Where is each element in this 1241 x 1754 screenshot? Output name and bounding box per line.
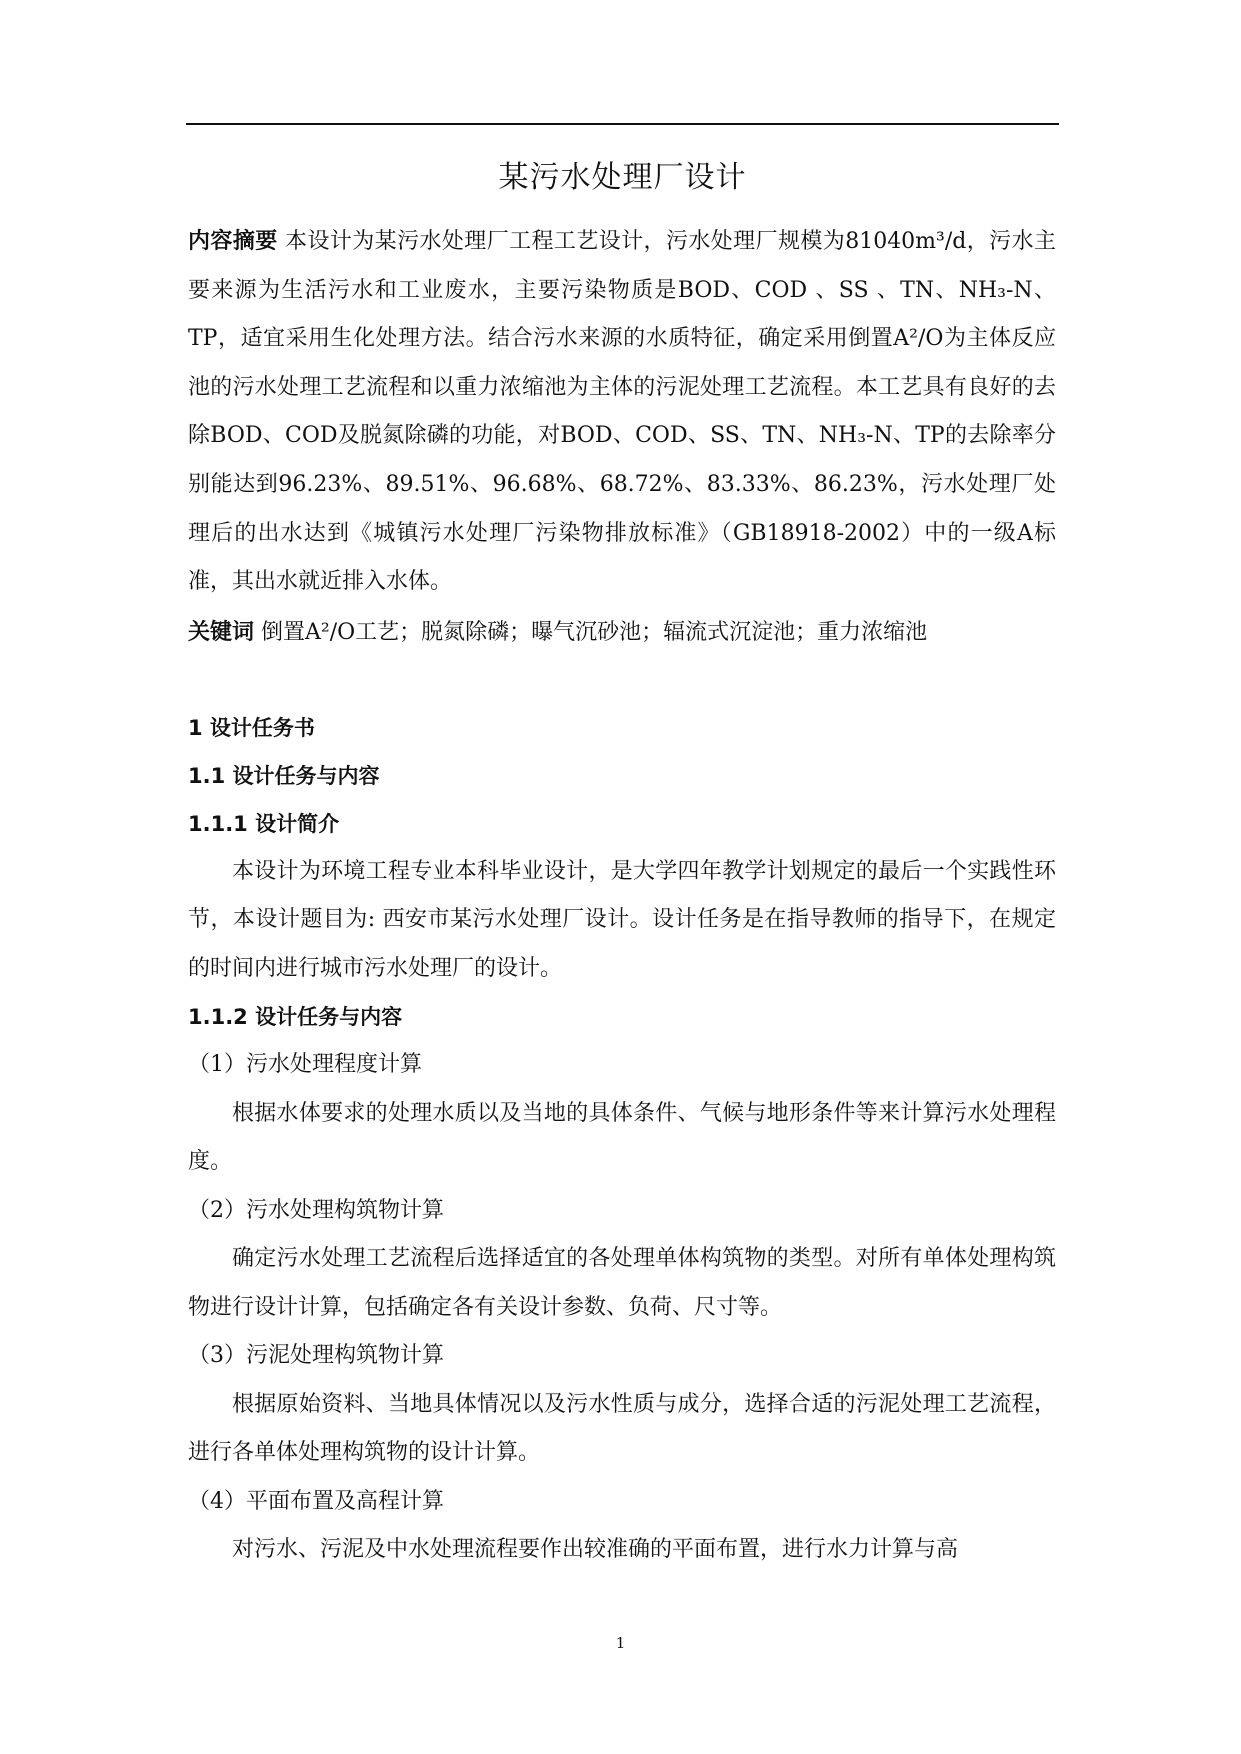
task-item-paragraph: 根据水体要求的处理水质以及当地的具体条件、气候与地形条件等来计算污水处理程度。 <box>188 1100 1056 1175</box>
section-heading-1-1: 1.1 设计任务与内容 <box>188 763 380 788</box>
section-heading-1: 1 设计任务书 <box>188 715 315 740</box>
task-item-heading: （1）污水处理程度计算 <box>188 1052 422 1078</box>
abstract-text: 本设计为某污水处理厂工程工艺设计，污水处理厂规模为81040m³/d，污水主要来源为生活污水和工业废水，主要污染物质是BOD、COD 、SS 、TN、NH₃-N、TP，适宜采用生化处理方法。结合污水来源的水质特征，确定采用倒置A²/O为主体反应池的污水处理工艺流程和以重力浓缩池为主体的污泥处理工艺流程。本工艺具有良好的去除BOD、COD及脱氮除磷的功能，对BOD、COD、SS、TN、NH₃-N、TP的去除率分别能达到96.23%、89.51%、96.68%、68.72%、83.33%、86.23%，污水处理厂处理后的出水达到《城镇污水处理厂污染物排放标准》（GB18918-2002）中的一级A标准，其出水就近排入水体。 <box>188 229 1056 595</box>
task-item-heading: （3）污泥处理构筑物计算 <box>188 1343 444 1369</box>
section-heading-1-1-1: 1.1.1 设计简介 <box>188 811 340 836</box>
keywords-text: 倒置A²/O工艺；脱氮除磷；曝气沉砂池；辐流式沉淀池；重力浓缩池 <box>254 619 928 645</box>
document-title: 某污水处理厂设计 <box>498 160 747 195</box>
intro-paragraph: 本设计为环境工程专业本科毕业设计，是大学四年教学计划规定的最后一个实践性环节，本设计题目为: 西安市某污水处理厂设计。设计任务是在指导教师的指导下，在规定的时间内进行城市污水处理厂的设计。 <box>188 858 1056 981</box>
keywords-label: 关键词 <box>188 619 255 645</box>
document-body <box>188 218 1056 1575</box>
abstract-label: 内容摘要 <box>188 229 278 254</box>
task-item-heading: （2）污水处理构筑物计算 <box>188 1197 444 1223</box>
header-rule <box>186 123 1059 125</box>
task-item-heading: （4）平面布置及高程计算 <box>188 1488 444 1514</box>
abstract-paragraph <box>188 218 1056 607</box>
section-heading-1-1-2: 1.1.2 设计任务与内容 <box>188 1005 403 1030</box>
page-number: 1 <box>615 1634 626 1652</box>
task-item-paragraph: 对污水、污泥及中水处理流程要作出较准确的平面布置，进行水力计算与高 <box>232 1537 959 1563</box>
keywords-paragraph <box>188 609 1056 657</box>
task-item-paragraph: 根据原始资料、当地具体情况以及污水性质与成分，选择合适的污泥处理工艺流程，进行各单体处理构筑物的设计计算。 <box>188 1391 1056 1466</box>
task-item-paragraph: 确定污水处理工艺流程后选择适宜的各处理单体构筑物的类型。对所有单体处理构筑物进行设计计算，包括确定各有关设计参数、负荷、尺寸等。 <box>188 1246 1056 1320</box>
